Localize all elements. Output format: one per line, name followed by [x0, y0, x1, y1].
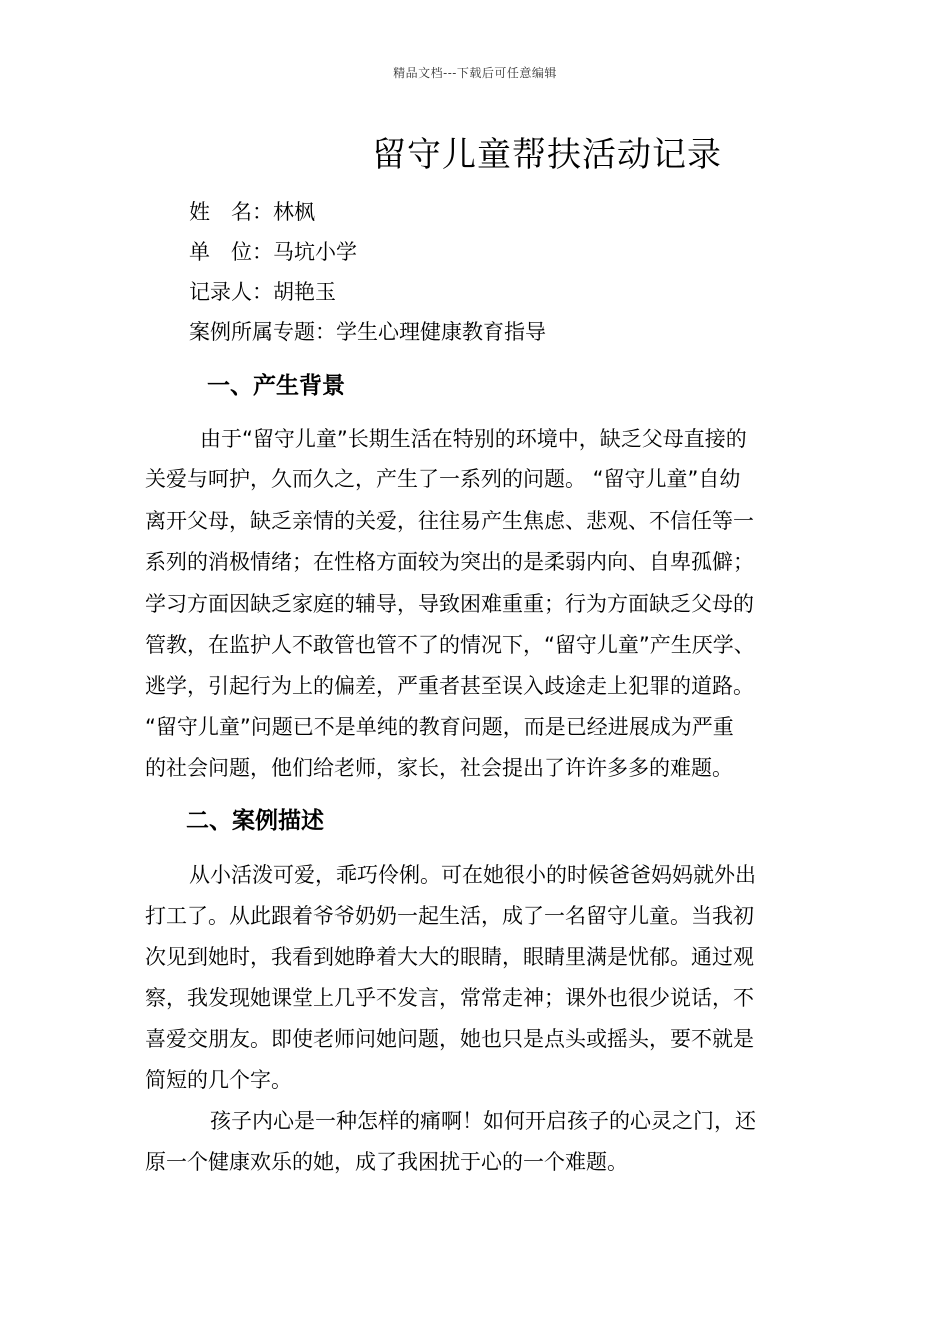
- meta-topic: 案例所属专题：学生心理健康教育指导: [189, 320, 546, 344]
- section1-line: 离开父母，缺乏亲情的关爱，往往易产生焦虑、悲观、不信任等一: [145, 509, 754, 533]
- section1-line: 关爱与呵护，久而久之，产生了一系列的问题。 “留守儿童”自幼: [145, 467, 741, 491]
- meta-unit: 单 位：马坑小学: [189, 240, 357, 264]
- meta-name: 姓 名：林枫: [189, 200, 315, 224]
- section2-line: 从小活泼可爱，乖巧伶俐。可在她很小的时候爸爸妈妈就外出: [189, 863, 756, 887]
- section1-line: 的社会问题，他们给老师，家长，社会提出了许许多多的难题。: [145, 756, 733, 780]
- document-title: 留守儿童帮扶活动记录: [372, 135, 722, 175]
- section1-line: 学习方面因缺乏家庭的辅导，导致困难重重；行为方面缺乏父母的: [145, 592, 754, 616]
- section2-line: 次见到她时，我看到她睁着大大的眼睛，眼睛里满是忧郁。通过观: [145, 945, 754, 969]
- meta-recorder: 记录人：胡艳玉: [189, 280, 336, 304]
- section1-line: 逃学，引起行为上的偏差，严重者甚至误入歧途走上犯罪的道路。: [145, 674, 754, 698]
- section2-line: 原一个健康欢乐的她，成了我困扰于心的一个难题。: [145, 1150, 628, 1174]
- section1-heading: 一、产生背景: [207, 373, 345, 399]
- page-header-note: 精品文档---下载后可任意编辑: [393, 66, 557, 80]
- section2-line: 打工了。从此跟着爷爷奶奶一起生活，成了一名留守儿童。当我初: [145, 904, 754, 928]
- section2-line: 喜爱交朋友。即使老师问她问题，她也只是点头或摇头，要不就是: [145, 1027, 754, 1051]
- section2-heading: 二、案例描述: [186, 808, 324, 834]
- section2-line: 简短的几个字。: [145, 1068, 292, 1092]
- section1-line: 由于“留守儿童”长期生活在特别的环境中，缺乏父母直接的: [200, 427, 747, 451]
- section1-line: 管教，在监护人不敢管也管不了的情况下，“留守儿童”产生厌学、: [145, 633, 755, 657]
- section1-line: 系列的消极情绪；在性格方面较为突出的是柔弱内向、自卑孤僻；: [145, 550, 754, 574]
- section1-line: “留守儿童”问题已不是单纯的教育问题，而是已经进展成为严重: [145, 715, 734, 739]
- section2-line: 察，我发现她课堂上几乎不发言，常常走神；课外也很少说话，不: [145, 986, 754, 1010]
- section2-line: 孩子内心是一种怎样的痛啊！如何开启孩子的心灵之门，还: [210, 1109, 756, 1133]
